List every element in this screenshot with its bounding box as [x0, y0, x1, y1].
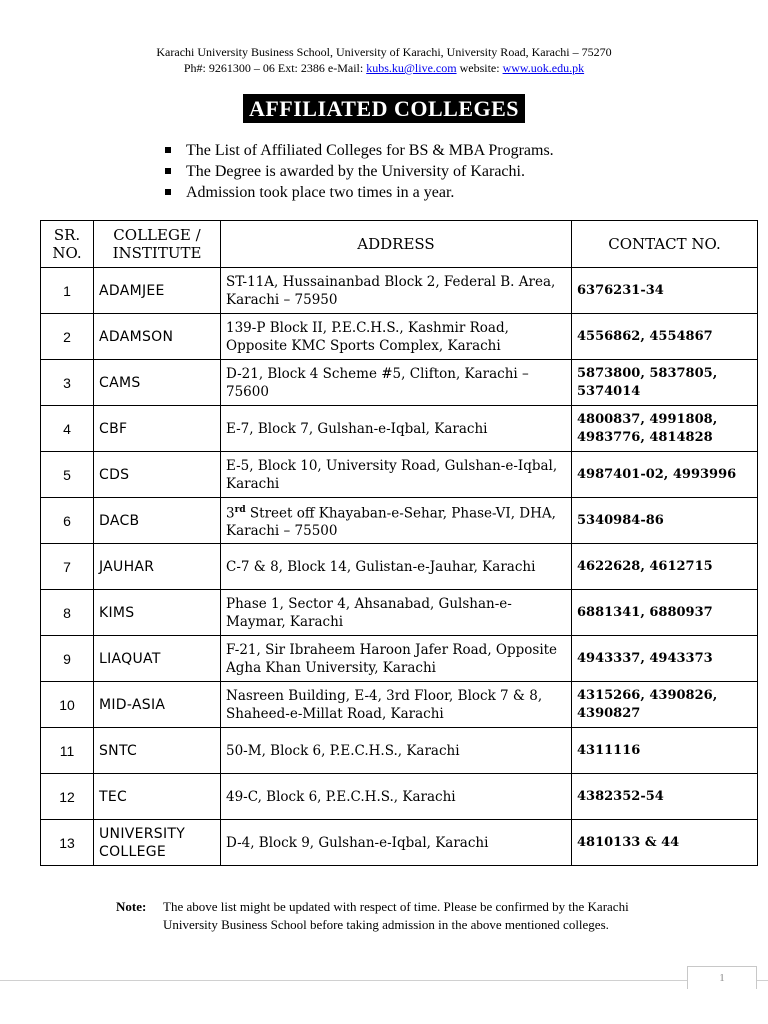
table-row [41, 544, 758, 590]
sr-cell: 3 [41, 360, 94, 406]
note-text: The above list might be updated with respect of time. Please be confirmed by the Karachi University Business School before taking admission in the above mentioned colleges. [163, 899, 629, 932]
college-name-cell: SNTC [94, 728, 221, 774]
table-row [41, 682, 758, 728]
address-cell: Phase 1, Sector 4, Ahsanabad, Gulshan-e-Maymar, Karachi [221, 590, 572, 636]
college-name-cell: MID-ASIA [94, 682, 221, 728]
sr-cell: 1 [41, 268, 94, 314]
table-row [41, 636, 758, 682]
table-row [41, 268, 758, 314]
college-name-cell: JAUHAR [94, 544, 221, 590]
contact-cell: 4622628, 4612715 [572, 544, 758, 590]
colleges-table [40, 220, 758, 866]
table-header-row [41, 221, 758, 268]
bullet-item: Admission took place two times in a year. [162, 182, 554, 203]
contact-cell: 4382352-54 [572, 774, 758, 820]
college-name-cell: CDS [94, 452, 221, 498]
website-label: website: [459, 61, 500, 75]
sr-cell: 9 [41, 636, 94, 682]
sr-cell: 4 [41, 406, 94, 452]
contact-cell: 4315266, 4390826, 4390827 [572, 682, 758, 728]
table-row [41, 728, 758, 774]
website-link[interactable]: www.uok.edu.pk [502, 61, 585, 75]
table-row [41, 820, 758, 866]
page-number: 1 [687, 966, 757, 989]
address-cell: E-5, Block 10, University Road, Gulshan-e-Iqbal, Karachi [221, 452, 572, 498]
table-row [41, 590, 758, 636]
college-name-cell: UNIVERSITY COLLEGE [94, 820, 221, 866]
address-cell: C-7 & 8, Block 14, Gulistan-e-Jauhar, Karachi [221, 544, 572, 590]
table-row [41, 774, 758, 820]
contact-cell: 4943337, 4943373 [572, 636, 758, 682]
header-address: ADDRESS [221, 221, 572, 268]
header-sr-no: SR. NO. [41, 221, 94, 268]
letterhead [0, 44, 768, 76]
college-name-cell: TEC [94, 774, 221, 820]
contact-cell: 4810133 & 44 [572, 820, 758, 866]
footer-divider [0, 980, 768, 981]
table-row [41, 406, 758, 452]
sr-cell: 2 [41, 314, 94, 360]
address-cell: D-21, Block 4 Scheme #5, Clifton, Karachi – 75600 [221, 360, 572, 406]
address-rest: Street off Khayaban-e-Sehar, Phase-VI, DHA, Karachi – 75500 [226, 505, 556, 540]
contact-cell: 4800837, 4991808, 4983776, 4814828 [572, 406, 758, 452]
sr-cell: 12 [41, 774, 94, 820]
street-number: 3 [226, 505, 235, 522]
contact-cell: 4987401-02, 4993996 [572, 452, 758, 498]
address-cell: Nasreen Building, E-4, 3rd Floor, Block 7 & 8, Shaheed-e-Millat Road, Karachi [221, 682, 572, 728]
page-title: AFFILIATED COLLEGES [243, 94, 525, 123]
address-cell: D-4, Block 9, Gulshan-e-Iqbal, Karachi [221, 820, 572, 866]
contact-cell: 5340984-86 [572, 498, 758, 544]
note-label: Note: [116, 899, 147, 914]
bullet-item: The List of Affiliated Colleges for BS & MBA Programs. [162, 140, 554, 161]
contact-cell: 6376231-34 [572, 268, 758, 314]
table-row [41, 452, 758, 498]
sr-cell: 8 [41, 590, 94, 636]
address-cell: E-7, Block 7, Gulshan-e-Iqbal, Karachi [221, 406, 572, 452]
email-link[interactable]: kubs.ku@live.com [366, 61, 457, 75]
letterhead-address: Karachi University Business School, University of Karachi, University Road, Karachi – 75270 [156, 45, 612, 59]
college-name-cell: CBF [94, 406, 221, 452]
bullet-item: The Degree is awarded by the University of Karachi. [162, 161, 554, 182]
sr-cell: 6 [41, 498, 94, 544]
title-wrapper [0, 94, 768, 123]
address-cell: 49-C, Block 6, P.E.C.H.S., Karachi [221, 774, 572, 820]
note-section [116, 898, 656, 934]
college-name-cell: LIAQUAT [94, 636, 221, 682]
phone-text: Ph#: 9261300 – 06 Ext: 2386 e-Mail: [183, 61, 364, 75]
college-name-cell: DACB [94, 498, 221, 544]
address-cell: 50-M, Block 6, P.E.C.H.S., Karachi [221, 728, 572, 774]
header-college: COLLEGE / INSTITUTE [94, 221, 221, 268]
sr-cell: 7 [41, 544, 94, 590]
contact-cell: 4556862, 4554867 [572, 314, 758, 360]
header-contact: CONTACT NO. [572, 221, 758, 268]
sr-cell: 13 [41, 820, 94, 866]
table-row [41, 314, 758, 360]
table-row [41, 360, 758, 406]
address-cell: 139-P Block II, P.E.C.H.S., Kashmir Road, Opposite KMC Sports Complex, Karachi [221, 314, 572, 360]
contact-cell: 5873800, 5837805, 5374014 [572, 360, 758, 406]
sr-cell: 10 [41, 682, 94, 728]
contact-cell: 6881341, 6880937 [572, 590, 758, 636]
address-cell: ST-11A, Hussainanbad Block 2, Federal B. Area, Karachi – 75950 [221, 268, 572, 314]
address-cell [221, 498, 572, 544]
info-bullet-list [162, 140, 554, 203]
letterhead-contact [0, 60, 768, 76]
sr-cell: 11 [41, 728, 94, 774]
college-name-cell: KIMS [94, 590, 221, 636]
address-cell: F-21, Sir Ibraheem Haroon Jafer Road, Opposite Agha Khan University, Karachi [221, 636, 572, 682]
sr-cell: 5 [41, 452, 94, 498]
table-row [41, 498, 758, 544]
college-name-cell: ADAMSON [94, 314, 221, 360]
college-name-cell: ADAMJEE [94, 268, 221, 314]
contact-cell: 4311116 [572, 728, 758, 774]
ordinal-suffix: rd [234, 504, 246, 515]
college-name-cell: CAMS [94, 360, 221, 406]
